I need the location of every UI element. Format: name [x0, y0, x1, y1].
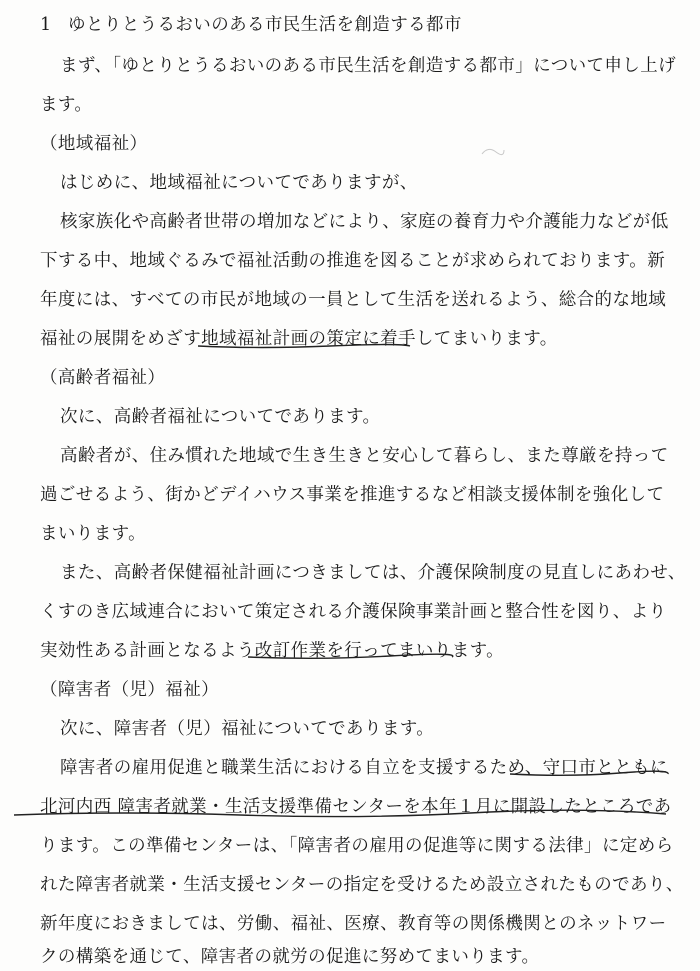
body-line: 次に、障害者（児）福祉についてであります。 — [60, 719, 435, 739]
body-line: 福祉の展開をめざす地域福祉計画の策定に着手してまいります。 — [40, 329, 558, 349]
body-line: まず、「ゆとりとうるおいのある市民生活を創造する都市」について申し上げ — [60, 56, 676, 76]
scan-smudge — [478, 142, 508, 162]
body-line: 新年度におきましては、労働、福祉、医療、教育等の関係機関とのネットワー — [40, 914, 667, 934]
body-line: 実効性ある計画となるよう改訂作業を行ってまいります。 — [40, 641, 504, 661]
section-number: 1 — [40, 15, 52, 35]
body-line: ります。この準備センターは、「障害者の雇用の促進等に関する法律」に定めら — [40, 836, 674, 856]
section-title: ゆとりとうるおいのある市民生活を創造する都市 — [68, 15, 462, 35]
body-line: 下する中、地域ぐるみで福祉活動の推進を図ることが求められております。新 — [40, 251, 666, 271]
body-line: また、高齢者保健福祉計画につきましては、介護保険制度の見直しにあわせ、 — [60, 563, 686, 583]
body-line: 次に、高齢者福祉についてであります。 — [60, 407, 381, 427]
body-line: くすのき広域連合において策定される介護保険事業計画と整合性を図り、より — [40, 602, 667, 622]
subsection-heading-community-welfare: （地域福祉） — [40, 134, 148, 154]
body-line: 北河内西 障害者就業・生活支援準備センターを本年１月に開設したところであ — [40, 797, 672, 817]
body-line: まいります。 — [40, 524, 146, 544]
body-line: 核家族化や高齢者世帯の増加などにより、家庭の養育力や介護能力などが低 — [60, 212, 669, 232]
subsection-heading-elderly-welfare: （高齢者福祉） — [40, 368, 166, 388]
body-line: 障害者の雇用促進と職業生活における自立を支援するため、守口市とともに — [60, 758, 668, 778]
subsection-heading-disability-welfare: （障害者（児）福祉） — [40, 680, 219, 700]
body-line: はじめに、地域福祉についてでありますが、 — [60, 173, 418, 193]
section-heading — [40, 14, 462, 36]
body-line: 過ごせるよう、街かどデイハウス事業を推進するなど相談支援体制を強化して — [40, 485, 665, 505]
body-line: ます。 — [40, 95, 93, 115]
body-line: 高齢者が、住み慣れた地域で生き生きと安心して暮らし、また尊厳を持って — [60, 446, 669, 466]
body-line: 年度には、すべての市民が地域の一員として生活を送れるよう、総合的な地域 — [40, 290, 667, 310]
body-line: れた障害者就業・生活支援センターの指定を受けるため設立されたものであり、 — [40, 875, 684, 895]
body-line: クの構築を通じて、障害者の就労の促進に努めてまいります。 — [40, 947, 540, 967]
